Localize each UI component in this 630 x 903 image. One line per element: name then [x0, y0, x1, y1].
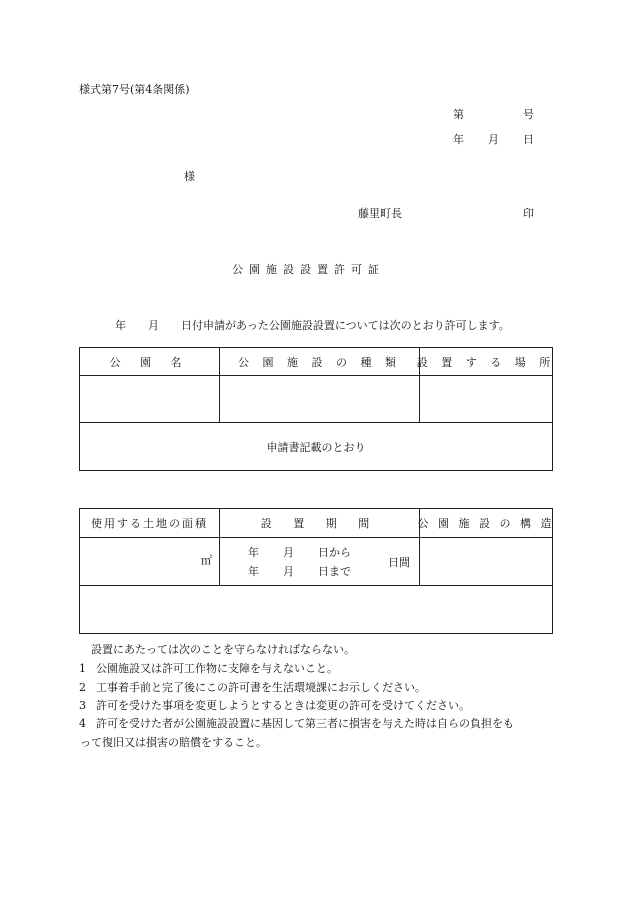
condition-continuation: って復旧又は損害の賠償をすること。	[80, 736, 267, 749]
table-park-facility	[79, 347, 556, 471]
condition-num: 3	[79, 699, 86, 712]
table-area-period	[79, 508, 553, 634]
intro-month: 月	[148, 319, 159, 332]
condition-text: 工事着手前と完了後にこの許可書を生活環境課にお示しください。	[96, 681, 426, 694]
date-month: 月	[488, 133, 499, 146]
header-park-name: 公 園 名	[109, 355, 190, 369]
addressee-suffix: 様	[184, 170, 195, 183]
condition-text: 許可を受けた者が公園施設設置に基因して第三者に損害を与えた時は自らの負担をも	[96, 717, 514, 730]
condition-num: 4	[79, 717, 86, 730]
number-go: 号	[523, 108, 534, 121]
condition-text: 許可を受けた事項を変更しようとするときは変更の許可を受けてください。	[96, 699, 470, 712]
period-to-day: 日まで	[318, 565, 351, 578]
period-to-month: 月	[283, 565, 294, 578]
period-from-year: 年	[248, 546, 259, 559]
condition-num: 2	[79, 681, 86, 694]
note-as-per-application: 申請書記載のとおり	[266, 440, 366, 454]
number-dai: 第	[453, 108, 464, 121]
area-unit: ㎡	[201, 554, 212, 567]
cell-park-name	[80, 376, 219, 422]
intro-year: 年	[115, 319, 126, 332]
seal-mark: 印	[523, 207, 534, 220]
condition-text: 公園施設又は許可工作物に支障を与えないこと。	[96, 662, 338, 675]
period-from-month: 月	[283, 546, 294, 559]
cell-remarks	[80, 586, 552, 633]
header-structure: 公 園 施 設 の 構 造	[417, 517, 555, 530]
header-land-area: 使用する土地の面積	[91, 517, 208, 530]
period-from-day: 日から	[318, 546, 351, 559]
date-year: 年	[453, 133, 464, 146]
intro-text: 日付申請があった公園施設設置については次のとおり許可します。	[181, 319, 510, 332]
conditions-lead: 設置にあたっては次のことを守らなければならない。	[91, 643, 355, 656]
cell-structure	[420, 538, 552, 585]
header-location: 設 置 す る 場 所	[416, 355, 556, 369]
period-days: 日間	[388, 556, 410, 569]
header-facility-type: 公 園 施 設 の 種 類	[238, 355, 401, 369]
document-title: 公園施設設置許可証	[232, 263, 385, 276]
form-label: 様式第7号(第4条関係)	[79, 83, 190, 96]
period-to-year: 年	[248, 565, 259, 578]
cell-facility-type	[220, 376, 419, 422]
issuer: 藤里町長	[358, 207, 402, 220]
cell-location	[420, 376, 552, 422]
date-day: 日	[523, 133, 534, 146]
condition-num: 1	[79, 662, 86, 675]
header-installation-period: 設 置 期 間	[260, 517, 379, 530]
